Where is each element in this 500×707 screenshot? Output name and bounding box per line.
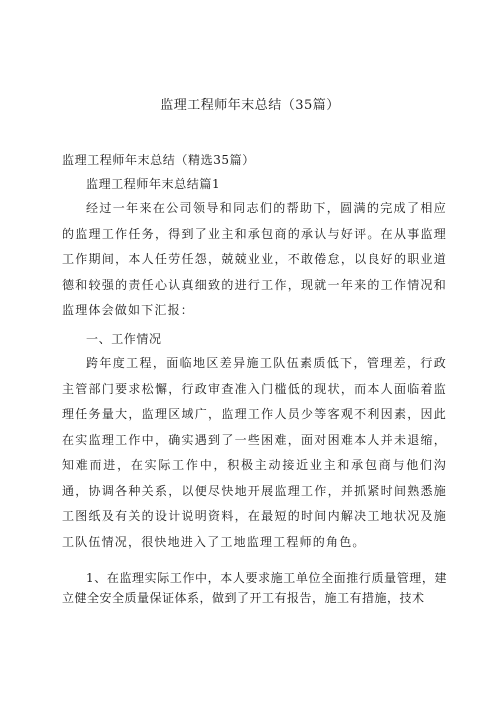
paragraph-work-status: 跨年度工程，面临地区差异施工队伍素质低下，管理差，行政主管部门要求松懈，行政审查准入门槛低的现状，而本人面临着监理任务量大，监理区域广，监理工作人员少等客观不利因素，因此在实监理工作中，确实遇到了一些困难，面对困难本人并未退缩，知难而进，在实际工作中，积极主动接近业主和承包商与他们沟通，协调各种关系，以便尽快地开展监理工作，并抓紧时间熟悉施工图纸及有关的设计说明资料，在最短的时间内解决工地状况及施工队伍情况，很快地进入了工地监理工程师的角色。 xyxy=(62,356,447,549)
heading-work-status: 一、工作情况 xyxy=(86,332,162,346)
paragraph-quality-management: 1、在监理实际工作中，本人要求施工单位全面推行质量管理，建立健全安全质量保证体系，做到了开工有报告，施工有措施，技术 xyxy=(62,571,447,605)
section-heading: 监理工程师年末总结篇1 xyxy=(86,177,221,191)
document-subtitle: 监理工程师年末总结（精选35篇） xyxy=(62,153,255,167)
document-title: 监理工程师年末总结（35篇） xyxy=(160,98,340,113)
paragraph-intro: 经过一年来在公司领导和同志们的帮助下，圆满的完成了相应的监理工作任务，得到了业主和承包商的承认与好评。在从事监理工作期间，本人任劳任怨，兢兢业业，不敢倦怠，以良好的职业道德和较强的责任心认真细致的进行工作，现就一年来的工作情况和监理体会做如下汇报： xyxy=(62,201,447,317)
